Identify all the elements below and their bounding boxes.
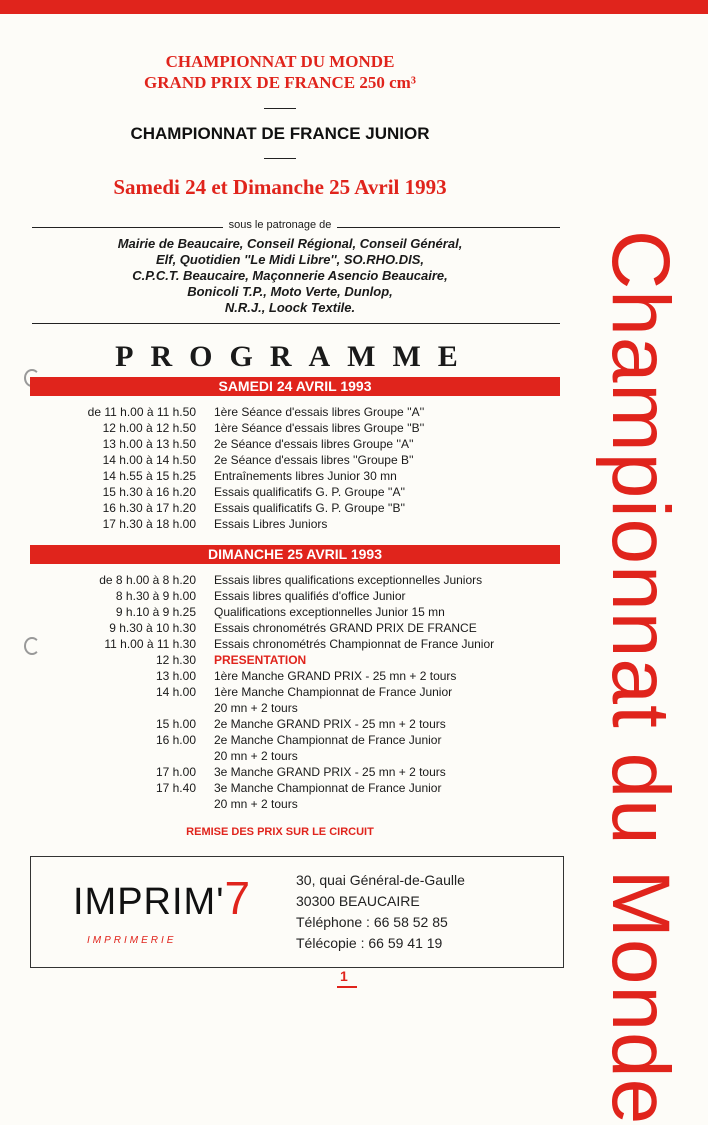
schedule-row <box>0 404 560 420</box>
schedule-time: 12 h.00 à 12 h.50 <box>102 421 196 435</box>
schedule-description: Essais libres qualifications exceptionnelles Juniors <box>214 573 483 587</box>
schedule-description: Essais qualificatifs G. P. Groupe ''B'' <box>214 501 406 515</box>
schedule-description: Essais qualificatifs G. P. Groupe ''A'' <box>214 485 406 499</box>
schedule-row <box>0 420 560 436</box>
schedule-row <box>0 780 560 796</box>
schedule-row <box>0 500 560 516</box>
schedule-row <box>0 652 560 668</box>
schedule-time: 14 h.00 à 14 h.50 <box>102 453 196 467</box>
header-line-2: GRAND PRIX DE FRANCE 250 cm³ <box>144 73 416 92</box>
schedule-description: 20 mn + 2 tours <box>214 701 298 715</box>
schedule-row <box>0 468 560 484</box>
schedule-row <box>0 452 560 468</box>
schedule-row <box>0 604 560 620</box>
schedule-time: 16 h.30 à 17 h.20 <box>102 501 196 515</box>
schedule-description: 1ère Manche GRAND PRIX - 25 mn + 2 tours <box>214 669 457 683</box>
schedule-description: 2e Manche GRAND PRIX - 25 mn + 2 tours <box>214 717 446 731</box>
printer-logo <box>73 871 251 925</box>
patronage-label: sous le patronage de <box>0 219 560 231</box>
schedule-description: 3e Manche Championnat de France Junior <box>214 781 442 795</box>
schedule-time: de 8 h.00 à 8 h.20 <box>99 573 196 587</box>
fax-line: Télécopie : 66 59 41 19 <box>296 935 443 951</box>
schedule-time: 15 h.30 à 16 h.20 <box>102 485 196 499</box>
schedule-time: 14 h.00 <box>155 685 196 699</box>
header-line-3: CHAMPIONNAT DE FRANCE JUNIOR <box>130 124 430 143</box>
schedule-description: PRESENTATION <box>214 653 307 667</box>
schedule-description: Qualifications exceptionnelles Junior 15 mn <box>214 605 445 619</box>
schedule-time: 17 h.30 à 18 h.00 <box>102 517 196 531</box>
schedule-row <box>0 732 560 748</box>
schedule-time: 17 h.00 <box>155 765 196 779</box>
schedule-row <box>0 796 560 812</box>
sponsor-line: Mairie de Beaucaire, Conseil Régional, Conseil Général, <box>117 236 463 251</box>
schedule-time: 14 h.55 à 15 h.25 <box>102 469 196 483</box>
schedule-row <box>0 764 560 780</box>
sunday-bar: DIMANCHE 25 AVRIL 1993 <box>30 545 560 564</box>
phone-line: Téléphone : 66 58 52 85 <box>296 914 448 930</box>
schedule-time: 9 h.10 à 9 h.25 <box>115 605 196 619</box>
schedule-description: Essais Libres Juniors <box>214 517 328 531</box>
schedule-description: 3e Manche GRAND PRIX - 25 mn + 2 tours <box>214 765 446 779</box>
programme-title: PROGRAMME <box>115 340 475 373</box>
schedule-time: 13 h.00 à 13 h.50 <box>102 437 196 451</box>
sponsor-line: C.P.C.T. Beaucaire, Maçonnerie Asencio Beaucaire, <box>132 268 448 283</box>
schedule-row <box>0 484 560 500</box>
schedule-time: de 11 h.00 à 11 h.50 <box>87 405 196 419</box>
schedule-description: Essais libres qualifiés d'office Junior <box>214 589 406 603</box>
saturday-bar: SAMEDI 24 AVRIL 1993 <box>30 377 560 396</box>
schedule-description: 2e Manche Championnat de France Junior <box>214 733 442 747</box>
schedule-row <box>0 620 560 636</box>
printer-box <box>30 856 564 968</box>
section-divider <box>32 323 560 324</box>
schedule-row <box>0 636 560 652</box>
page-number: 1 <box>340 968 348 984</box>
vertical-title: Championnat du Monde <box>595 230 686 1125</box>
schedule-row <box>0 700 560 716</box>
schedule-row <box>0 748 560 764</box>
header-separator <box>264 158 296 159</box>
sponsor-line: Bonicoli T.P., Moto Verte, Dunlop, <box>187 284 393 299</box>
schedule-time: 17 h.40 <box>155 781 196 795</box>
schedule-description: 2e Séance d'essais libres ''Groupe B'' <box>214 453 414 467</box>
schedule-row <box>0 516 560 532</box>
top-red-bar <box>0 0 708 14</box>
schedule-description: 1ère Séance d'essais libres Groupe ''A'' <box>214 405 425 419</box>
schedule-description: 20 mn + 2 tours <box>214 749 298 763</box>
schedule-description: 20 mn + 2 tours <box>214 797 298 811</box>
logo-subtitle: IMPRIMERIE <box>87 935 177 946</box>
sunday-schedule <box>0 572 560 812</box>
schedule-time: 8 h.30 à 9 h.00 <box>115 589 196 603</box>
prize-giving-note: REMISE DES PRIX SUR LE CIRCUIT <box>186 826 374 838</box>
sponsor-line: N.R.J., Loock Textile. <box>224 300 356 315</box>
schedule-row <box>0 668 560 684</box>
schedule-row <box>0 572 560 588</box>
schedule-row <box>0 716 560 732</box>
event-dates: Samedi 24 et Dimanche 25 Avril 1993 <box>113 175 447 199</box>
schedule-time: 12 h.30 <box>155 653 196 667</box>
schedule-row <box>0 588 560 604</box>
address-line: 30300 BEAUCAIRE <box>296 893 420 909</box>
header-separator <box>264 108 296 109</box>
sponsors-list <box>20 236 560 316</box>
logo-text: IMPRIM' <box>73 881 225 923</box>
schedule-description: 1ère Manche Championnat de France Junior <box>214 685 453 699</box>
schedule-time: 15 h.00 <box>155 717 196 731</box>
sponsor-line: Elf, Quotidien ''Le Midi Libre'', SO.RHO.DIS, <box>155 252 425 267</box>
printer-address <box>296 870 465 954</box>
saturday-schedule <box>0 404 560 532</box>
page-number-underline <box>337 986 357 988</box>
schedule-row <box>0 684 560 700</box>
schedule-description: 1ère Séance d'essais libres Groupe ''B'' <box>214 421 425 435</box>
schedule-time: 16 h.00 <box>155 733 196 747</box>
schedule-description: Entraînements libres Junior 30 mn <box>214 469 397 483</box>
address-line: 30, quai Général-de-Gaulle <box>296 872 465 888</box>
schedule-time: 13 h.00 <box>155 669 196 683</box>
schedule-row <box>0 436 560 452</box>
schedule-description: Essais chronométrés GRAND PRIX DE FRANCE <box>214 621 477 635</box>
schedule-time: 11 h.00 à 11 h.30 <box>104 637 196 651</box>
schedule-time: 9 h.30 à 10 h.30 <box>109 621 196 635</box>
schedule-description: Essais chronométrés Championnat de France Junior <box>214 637 495 651</box>
logo-seven: 7 <box>224 872 252 924</box>
header-line-1: CHAMPIONNAT DU MONDE <box>165 52 395 71</box>
schedule-description: 2e Séance d'essais libres Groupe ''A'' <box>214 437 414 451</box>
